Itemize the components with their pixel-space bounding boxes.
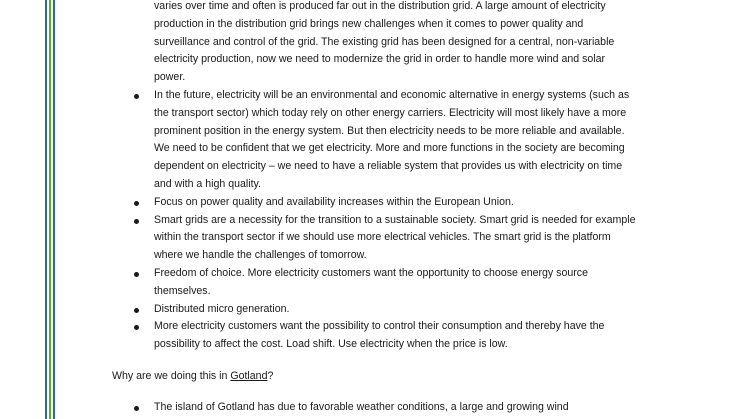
list-item-text: Smart grids are a necessity for the transition to a sustainable society. Smart grid is needed for example within the transport sector if we should use more electrical vehicles. The smart grid is the platform where we handle the challenges of tomorrow. (154, 213, 636, 262)
gotland-link[interactable]: Gotland (230, 370, 268, 382)
list-item (0, 318, 636, 354)
list-item-text: Distributed micro generation. (154, 302, 290, 315)
list-item (0, 301, 636, 319)
list-item (0, 194, 636, 212)
list-item-text: The island of Gotland has due to favorable weather conditions, a large and growing wind (154, 401, 569, 413)
bullet-icon (134, 201, 139, 206)
continuation-paragraph: varies over time and often is produced far out in the distribution grid. A large amount of electricity production in the distribution grid brings new challenges when it comes to power quality and surveillance and control of the grid. The existing grid has been designed for a central, non-variable electricity production, now we need to modernize the grid in order to handle more wind and solar power. (154, 0, 615, 84)
bullet-icon (134, 272, 139, 277)
bullet-icon (134, 325, 139, 330)
bullet-icon (134, 94, 139, 99)
list-item (0, 265, 636, 301)
gotland-question (112, 368, 273, 386)
list-item (0, 87, 636, 194)
bullet-icon (134, 308, 139, 313)
list-item-text: Focus on power quality and availability increases within the European Union. (154, 195, 514, 208)
reasons-list (0, 87, 746, 354)
gotland-list (0, 399, 746, 417)
list-item (0, 212, 636, 265)
bullet-icon (134, 406, 139, 411)
list-item (0, 399, 636, 417)
list-item-text: Freedom of choice. More electricity customers want the opportunity to choose energy source themselves. (154, 266, 588, 297)
list-item-text: More electricity customers want the possibility to control their consumption and thereby have the possibility to affect the cost. Load shift. Use electricity when the price is low. (154, 320, 605, 351)
list-item-text: In the future, electricity will be an environmental and economic alternative in energy systems (such as the transport sector) which today rely on other energy carriers. Electricity will most likely have a more prominent position in the energy system. But then electricity needs to be more reliable and available. We need to be confident that we get electricity. More and more functions in the society are becoming dependent on electricity – we need to have a reliable system that provides us with electricity on time and with a high quality. (154, 89, 630, 190)
bullet-icon (134, 219, 139, 224)
question-text: Why are we doing this in (112, 370, 231, 382)
question-mark: ? (267, 370, 274, 382)
